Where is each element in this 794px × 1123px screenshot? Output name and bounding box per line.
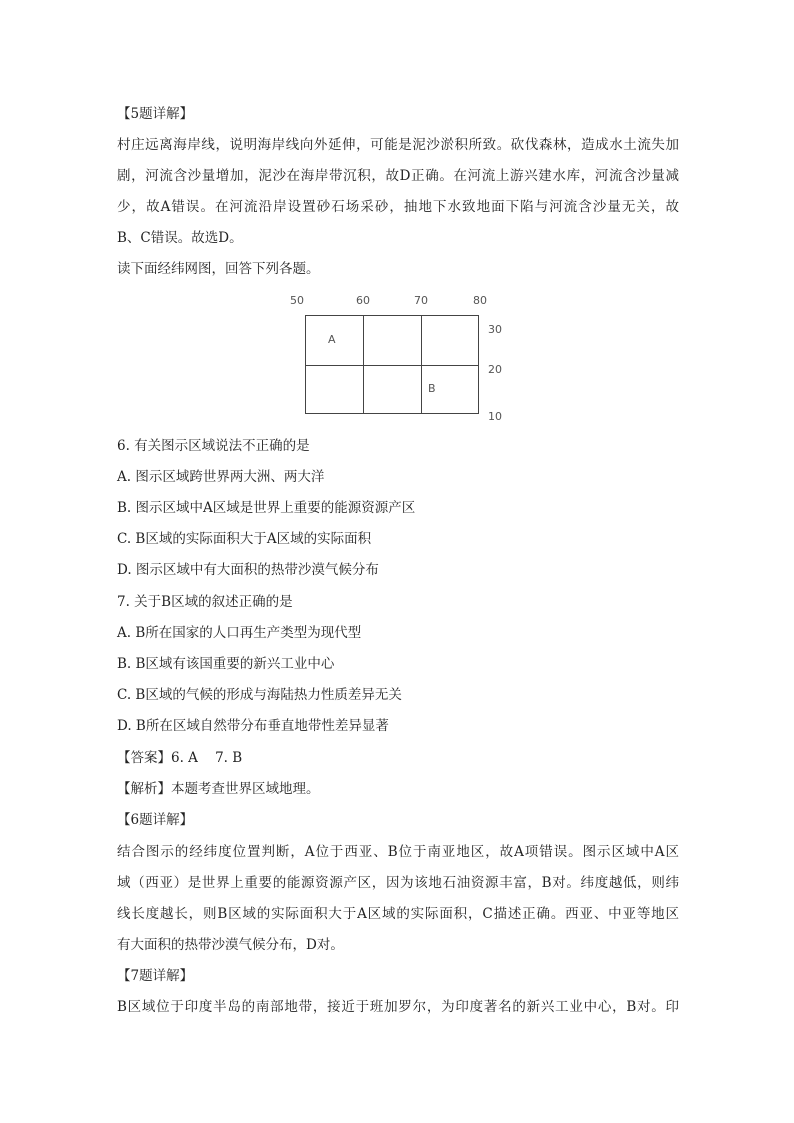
q6-detail-line-2: 域（西亚）是世界上重要的能源资源产区，因为该地石油资源丰富，B对。纬度越低，则纬 xyxy=(117,875,679,891)
q6-detail-line-1: 结合图示的经纬度位置判断，A位于西亚、B位于南亚地区，故A项错误。图示区域中A区 xyxy=(117,844,679,860)
region-a-label: A xyxy=(328,333,336,346)
q7-option-d: D. B所在区域自然带分布垂直地带性差异显著 xyxy=(117,718,389,734)
lon-label-60: 60 xyxy=(356,294,370,307)
grid-lines xyxy=(280,290,510,430)
q6-stem: 6. 有关图示区域说法不正确的是 xyxy=(117,438,310,454)
map-intro: 读下面经纬网图，回答下列各题。 xyxy=(117,261,320,277)
q6-detail-line-3: 线长度越长，则B区域的实际面积大于A区域的实际面积，C描述正确。西亚、中亚等地区 xyxy=(117,906,679,922)
q6-option-b: B. 图示区域中A区域是世界上重要的能源资源产区 xyxy=(117,500,416,516)
q7-stem: 7. 关于B区域的叙述正确的是 xyxy=(117,594,293,610)
lat-label-10: 10 xyxy=(488,410,502,423)
q6-detail-line-4: 有大面积的热带沙漠气候分布，D对。 xyxy=(117,937,344,953)
q7-option-b: B. B区域有该国重要的新兴工业中心 xyxy=(117,656,335,672)
answer-line: 【答案】6. A 7. B xyxy=(117,750,243,766)
q5-detail-line-4: B、C错误。故选D。 xyxy=(117,230,243,246)
q5-detail-heading: 【5题详解】 xyxy=(117,106,194,122)
q6-detail-heading: 【6题详解】 xyxy=(117,812,194,828)
lon-label-80: 80 xyxy=(473,294,487,307)
q5-detail-line-1: 村庄远离海岸线，说明海岸线向外延伸，可能是泥沙淤积所致。砍伐森林，造成水土流失加 xyxy=(117,137,679,153)
region-b-label: B xyxy=(428,382,436,395)
q6-option-c: C. B区域的实际面积大于A区域的实际面积 xyxy=(117,531,372,547)
lat-lon-grid-map xyxy=(280,290,510,430)
q7-option-a: A. B所在国家的人口再生产类型为现代型 xyxy=(117,625,362,641)
q6-option-a: A. 图示区域跨世界两大洲、两大洋 xyxy=(117,469,325,485)
lon-label-70: 70 xyxy=(414,294,428,307)
q5-detail-line-3: 少，故A错误。在河流沿岸设置砂石场采砂，抽地下水致地面下陷与河流含沙量无关，故 xyxy=(117,199,679,215)
q5-detail-line-2: 剧，河流含沙量增加，泥沙在海岸带沉积，故D正确。在河流上游兴建水库，河流含沙量减 xyxy=(117,168,679,184)
q7-detail-heading: 【7题详解】 xyxy=(117,968,194,984)
q6-option-d: D. 图示区域中有大面积的热带沙漠气候分布 xyxy=(117,562,379,578)
lon-label-50: 50 xyxy=(290,294,304,307)
lat-label-20: 20 xyxy=(488,363,502,376)
analysis-line: 【解析】本题考查世界区域地理。 xyxy=(117,781,320,797)
q7-option-c: C. B区域的气候的形成与海陆热力性质差异无关 xyxy=(117,687,402,703)
lat-label-30: 30 xyxy=(488,323,502,336)
q7-detail-line-1: B区域位于印度半岛的南部地带，接近于班加罗尔，为印度著名的新兴工业中心，B对。印 xyxy=(117,999,679,1015)
